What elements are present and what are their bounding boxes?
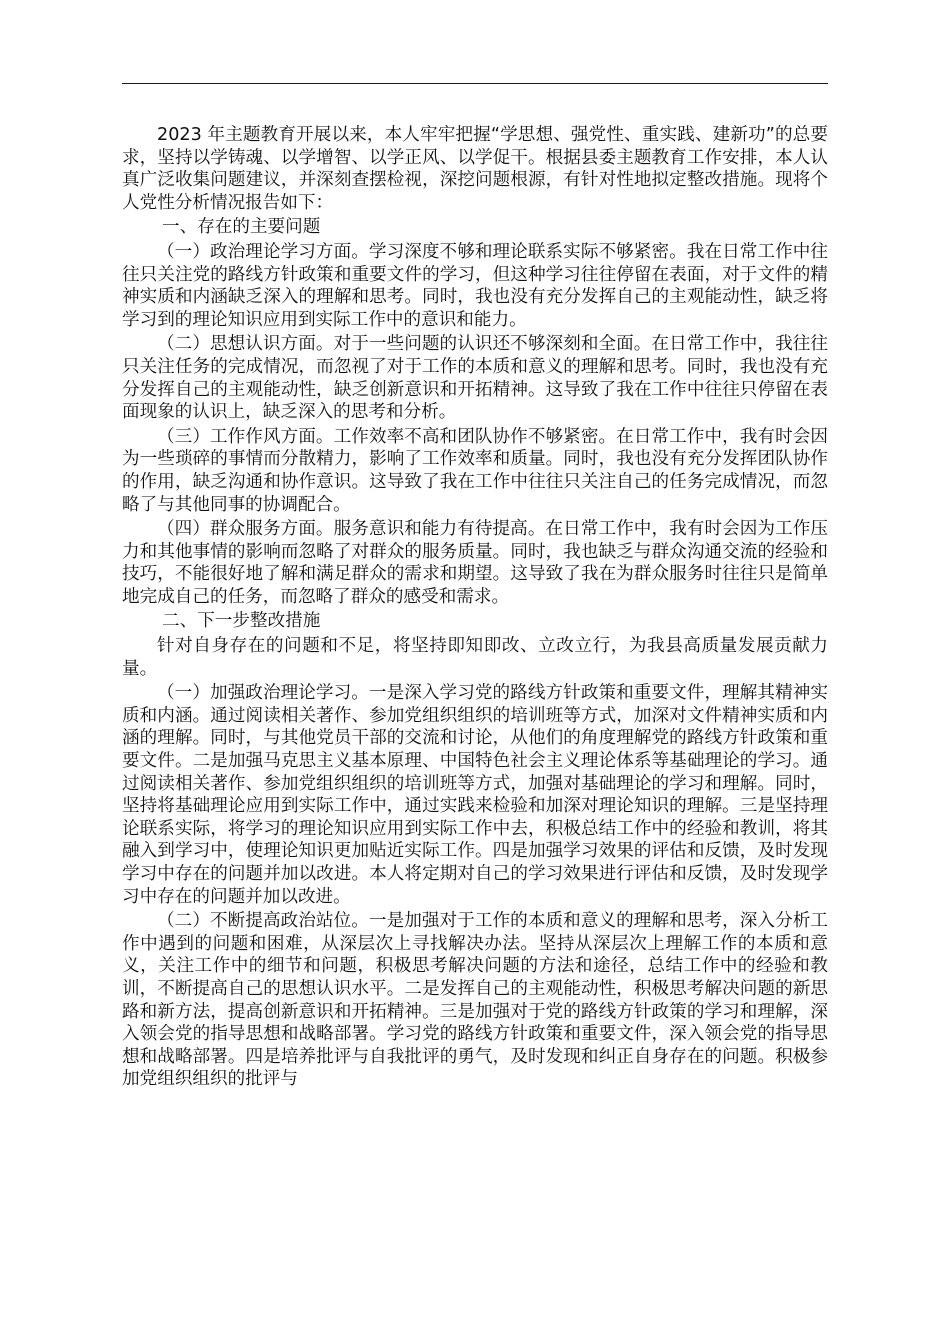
measures-intro-paragraph: 针对自身存在的问题和不足，将坚持即知即改、立改立行，为我县高质量发展贡献力量。 [122,636,828,679]
section-heading-measures: 二、下一步整改措施 [162,611,321,632]
measure-paragraph: （二）不断提高政治站位。一是加强对于工作的本质和意义的理解和思考，深入分析工作中遇到的问题和困难，从深层次上寻找解决办法。坚持从深层次上理解工作的本质和意义，关注工作中的细节和问题，积极思考解决问题的方法和途径，总结工作中的经验和教训，不断提高自己的思想认识水平。二是发挥自己的主观能动性，积极思考解决问题的新思路和新方法，提高创新意识和开拓精神。三是加强对于党的路线方针政策的学习和理解，深入领会党的指导思想和战略部署。学习党的路线方针政策和重要文件，深入领会党的指导思想和战略部署。四是培养批评与自我批评的勇气，及时发现和纠正自身存在的问题。积极参加党组织组织的批评与 [122,911,828,1090]
intro-paragraph: 2023 年主题教育开展以来，本人牢牢把握“学思想、强党性、重实践、建新功”的总要求，坚持以学铸魂、以学增智、以学正风、以学促干。根据县委主题教育工作安排，本人认真广泛收集问题建议，并深刻查摆检视，深挖问题根源，有针对性地拟定整改措施。现将个人党性分析情况报告如下： [122,125,828,213]
measure-paragraph: （一）加强政治理论学习。一是深入学习党的路线方针政策和重要文件，理解其精神实质和内涵。通过阅读相关著作、参加党组织组织的培训班等方式，加深对文件精神实质和内涵的理解。同时，与其他党员干部的交流和讨论，从他们的角度理解党的路线方针政策和重要文件。二是加强马克思主义基本原理、中国特色社会主义理论体系等基础理论的学习。通过阅读相关著作、参加党组织组织的培训班等方式，加强对基础理论的学习和理解。同时，坚持将基础理论应用到实际工作中，通过实践来检验和加深对理论知识的理解。三是坚持理论联系实际，将学习的理论知识应用到实际工作中去，积极总结工作中的经验和教训，将其融入到学习中，使理论知识更加贴近实际工作。四是加强学习效果的评估和反馈，及时发现学习中存在的问题并加以改进。本人将定期对自己的学习效果进行评估和反馈，及时发现学习中存在的问题并加以改进。 [122,683,828,907]
problem-paragraph: （三）工作作风方面。工作效率不高和团队协作不够紧密。在日常工作中，我有时会因为一些琐碎的事情而分散精力，影响了工作效率和质量。同时，我也没有充分发挥团队协作的作用，缺乏沟通和协作意识。这导致了我在工作中往往只关注自己的任务完成情况，而忽略了与其他同事的协调配合。 [122,426,828,515]
problem-paragraph: （四）群众服务方面。服务意识和能力有待提高。在日常工作中，我有时会因为工作压力和其他事情的影响而忽略了对群众的服务质量。同时，我也缺乏与群众沟通交流的经验和技巧，不能很好地了解和满足群众的需求和期望。这导致了我在为群众服务时往往只是简单地完成自己的任务，而忽略了群众的感受和需求。 [122,519,828,607]
header-rule [122,83,828,84]
problem-paragraph: （二）思想认识方面。对于一些问题的认识还不够深刻和全面。在日常工作中，我往往只关注任务的完成情况，而忽视了对于工作的本质和意义的理解和思考。同时，我也没有充分发挥自己的主观能动性，缺乏创新意识和开拓精神。这导致了我在工作中往往只停留在表面现象的认识上，缺乏深入的思考和分析。 [122,334,828,423]
document-body [122,124,828,1091]
problem-paragraph: （一）政治理论学习方面。学习深度不够和理论联系实际不够紧密。我在日常工作中往往只关注党的路线方针政策和重要文件的学习，但这种学习往往停留在表面，对于文件的精神实质和内涵缺乏深入的理解和思考。同时，我也没有充分发挥自己的主观能动性，缺乏将学习到的理论知识应用到实际工作中的意识和能力。 [122,241,828,330]
section-heading-problems: 一、存在的主要问题 [162,217,321,238]
